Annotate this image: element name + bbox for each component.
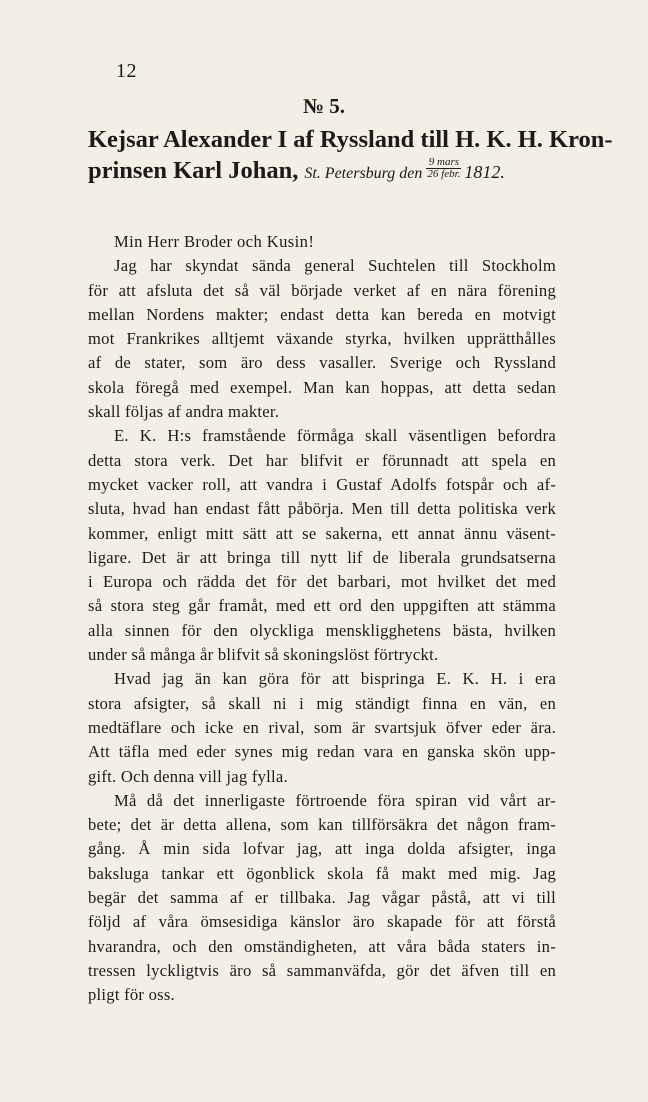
text-line: baksluga tankar ett ögonblick skola få makt med mig. Jag [88,863,556,883]
text-line: mot Frankrikes alltjemt växande styrka, hvilken upprätthålles [88,329,556,349]
text-line: gift. Och denna vill jag fylla. [88,766,288,786]
text-line: kommer, enligt mitt sätt att se sakerna, ett annat ännu väsent- [88,523,556,543]
date-numerator: 9 mars [426,157,461,169]
document-number: № 5. [302,94,346,118]
text-line: Jag har skyndat sända general Suchtelen till Stockholm [114,256,556,276]
text-line: ligare. Det är att bringa till nytt lif de liberala grundsatserna [88,547,556,567]
letter-body [88,230,556,1008]
heading-line-1: Kejsar Alexander I af Ryssland till H. K. H. Kron- [88,126,613,153]
text-line: alla sinnen för den olyckliga menskligghetens bästa, hvilken [88,620,556,640]
text-line: pligt för oss. [88,985,175,1005]
text-line: medtäflare och icke en rival, som är svartsjuk öfver eder ära. [88,717,556,737]
text-line: bete; det är detta allena, som kan tillförsäkra det någon fram- [88,815,556,835]
text-line: detta stora verk. Det har blifvit er förunnadt att spela en [88,450,556,470]
text-line: Må då det innerligaste förtroende föra spiran vid vårt ar- [114,790,556,810]
paragraph-1 [88,254,556,424]
date-denominator: 26 febr. [427,167,461,180]
page-number: 12 [116,60,137,82]
heading-place: St. Petersburg den [304,165,423,182]
text-line: mellan Nordens makter; endast detta kan bereda en motvigt [88,304,556,324]
text-line: Hvad jag än kan göra för att bispringa E. K. H. i era [114,669,556,689]
text-line: följd af våra ömsesidiga känslor äro skapade för att förstå [88,912,556,932]
text-line: stora afsigter, så skall ni i mig ständigt finna en vän, en [88,693,556,713]
text-line: hvarandra, och den omständigheten, att våra båda staters in- [88,936,556,956]
text-line: mycket vacker roll, att vandra i Gustaf Adolfs fotspår och af- [88,474,556,494]
text-line: sluta, hvad han endast fått påbörja. Men till detta politiska verk [88,499,556,519]
text-line: så stora steg går framåt, med ett ord den uppgiften att stämma [88,596,556,616]
text-line: gång. Å min sida lofvar jag, att inga dolda afsigter, inga [88,839,556,859]
paragraph-4 [88,789,556,1008]
letter-heading [88,124,613,189]
heading-date-fraction [426,157,461,180]
salutation: Min Herr Broder och Kusin! [114,232,315,251]
text-line: E. K. H:s framstående förmåga skall väsentligen befordra [114,426,556,446]
heading-year: 1812. [464,162,505,182]
text-line: Att täfla med eder synes mig redan vara en ganska skön upp- [88,742,556,762]
text-line: begär det samma af er tillbaka. Jag vågar påstå, att vi till [88,888,556,908]
heading-recipient: prinsen Karl Johan, [88,157,299,184]
text-line: af de stater, som äro dess vasaller. Sverige och Ryssland [88,353,556,373]
text-line: tressen lyckligtvis äro så sammanväfda, gör det äfven till en [88,960,556,980]
text-line: för att afsluta det så väl började verket af en nära förening [88,280,556,300]
heading-line-2 [88,155,556,189]
text-line: skola föregå med exempel. Man kan hoppas, att detta sedan [88,377,556,397]
text-line: skall följas af andra makter. [88,402,280,422]
paragraph-3 [88,667,556,788]
text-line: i Europa och rädda det för det barbari, mot hvilket det med [88,572,556,592]
paragraph-2 [88,424,556,667]
text-line: under så många år blifvit så skoningslöst förtryckt. [88,645,439,665]
